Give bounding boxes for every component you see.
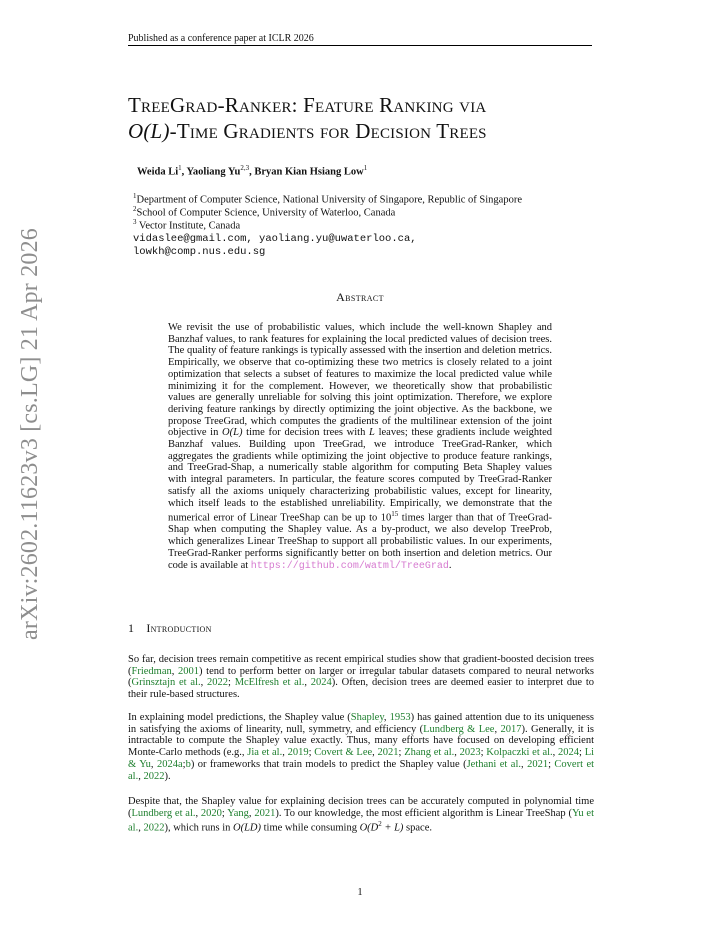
affiliation-2-text: School of Computer Science, University of Waterloo, Canada <box>136 207 396 219</box>
para-text: ). Generally, it is intractable to compute the Shapley value exactly. Thus, many efforts have focused on developing efficient Monte-Carlo methods (e.g., <box>128 723 594 759</box>
para-text: , <box>138 822 144 834</box>
author-1: Weida Li <box>137 166 179 178</box>
para-text: ). <box>164 770 171 782</box>
para-text: , <box>150 758 157 770</box>
citation-link[interactable]: 2022 <box>206 677 228 689</box>
citation-link[interactable]: 2024a <box>156 758 183 770</box>
email-line-1: vidaslee@gmail.com, yaoliang.yu@uwaterloo.ca, <box>133 233 417 245</box>
abstract-body <box>168 322 552 572</box>
citation-link[interactable]: Zhang et al. <box>404 747 455 759</box>
intro-paragraph-2 <box>128 712 594 782</box>
citation-link[interactable]: Grinsztajn et al. <box>131 677 201 689</box>
title-line-1: TreeGrad-Ranker: Feature Ranking via <box>128 93 487 117</box>
header-rule <box>128 45 592 46</box>
citation-link[interactable]: Li & Yu <box>128 747 595 770</box>
citation-link[interactable]: Lundberg & Lee <box>423 723 495 735</box>
citation-link[interactable]: Kolpaczki et al. <box>486 747 553 759</box>
para-text: ; <box>308 747 315 759</box>
arxiv-side-identifier: arXiv:2602.11623v3 [cs.LG] 21 Apr 2026 <box>17 228 43 640</box>
abstract-math: L <box>369 427 375 439</box>
para-text: Despite that, the Shapley value for explaining decision trees can be accurately computed in polynomial time ( <box>128 796 594 819</box>
author-1-sup: 1 <box>178 164 182 172</box>
citation-link[interactable]: 2001 <box>178 665 200 677</box>
abstract-text: leaves; these gradients include weighted Banzhaf values. Building upon TreeGrad, we introduce TreeGrad-Ranker, which aggregates the gradients while optimizing the joint objective to produce feature rankings, and TreeGrad-Shap, a numerically stable algorithm for computing Beta Shapley values with integral parameters. In particular, the feature scores computed by TreeGrad-Ranker satisfy all the axioms uniquely characterizing probabilistic values, except for linearity, which itself leads to the established unreliability. Empirically, we demonstrate that the numerical error of Linear TreeShap can be up to <box>168 427 552 524</box>
para-text: ; <box>182 758 186 770</box>
para-text: , <box>520 758 528 770</box>
citation-link[interactable]: Jethani et al. <box>466 758 521 770</box>
para-text: , <box>195 807 201 819</box>
citation-link[interactable]: b <box>185 758 191 770</box>
para-text: , <box>304 677 311 689</box>
inline-math-sup: 2 <box>378 820 382 829</box>
citation-link[interactable]: Lundberg et al. <box>131 807 196 819</box>
citation-link[interactable]: 2021 <box>377 747 399 759</box>
citation-link[interactable]: 2024 <box>310 677 332 689</box>
para-text: ). Often, decision trees are deemed easier to interpret due to their rule-based structures. <box>128 677 594 701</box>
affiliation-3 <box>133 218 240 232</box>
author-list: Weida Li$^1$, Yaoliang Yu$^{2,3}$, Bryan Kian Hsiang Low$^1$ <box>137 164 368 178</box>
abstract-text: time for decision trees with <box>242 427 370 439</box>
citation-link[interactable]: Covert et al. <box>128 758 595 782</box>
para-text: So far, decision trees remain competitive as recent empirical studies show that gradient-boosted decision trees ( <box>128 654 594 677</box>
affiliation-1-text: Department of Computer Science, National University of Singapore, Republic of Singapore <box>136 194 522 206</box>
para-text: ) has gained attention due to its uniqueness in satisfying the axioms of linearity, null, symmetry, and efficiency ( <box>128 712 595 735</box>
intro-paragraph-1 <box>128 654 594 701</box>
abstract-math-exp: 15 <box>391 510 399 519</box>
para-text: ; <box>579 747 585 759</box>
para-text: space. <box>403 822 432 834</box>
abstract-math: O(L) <box>222 427 243 439</box>
para-text: , <box>494 723 501 735</box>
citation-link[interactable]: McElfresh et al. <box>234 677 305 689</box>
page-number: 1 <box>357 887 363 898</box>
para-text: ) tend to perform better on larger or irregular tabular datasets compared to neural networks ( <box>128 665 594 689</box>
para-text: ; <box>548 758 555 770</box>
para-text: ; <box>227 677 235 689</box>
abstract-text: times larger than that of TreeGrad-Shap when computing the Shapley value. As a by-product, we also develop TreeProb, which generalizes Linear TreeShap to support all probabilistic values. In our experiments, TreeGrad-Ranker performs significantly better on both insertion and deletion metrics. Our code is available at <box>168 512 552 571</box>
affiliation-1 <box>133 192 522 206</box>
affiliation-2-sup: 2 <box>133 205 137 213</box>
para-text: , <box>454 747 460 759</box>
section-heading <box>128 621 212 636</box>
citation-link[interactable]: 2017 <box>500 723 522 735</box>
para-text: , <box>372 747 378 759</box>
affiliation-3-text: Vector Institute, Canada <box>136 220 241 232</box>
para-text: , <box>552 747 559 759</box>
author-2: Yaoliang Yu <box>186 166 241 178</box>
author-3: Bryan Kian Hsiang Low <box>254 166 364 178</box>
para-text: ; <box>221 807 228 819</box>
affiliation-1-sup: 1 <box>133 192 137 200</box>
abstract-math: 10 <box>380 512 392 524</box>
citation-link[interactable]: 2021 <box>527 758 549 770</box>
para-text: ; <box>480 747 487 759</box>
section-number: 1 <box>128 621 135 635</box>
para-text: , <box>138 770 144 782</box>
citation-link[interactable]: 2020 <box>200 807 222 819</box>
section-title: Introduction <box>146 621 212 635</box>
citation-link[interactable]: 2023 <box>459 747 481 759</box>
citation-link[interactable]: Yu et al. <box>128 807 595 834</box>
para-text: ). To our knowledge, the most efficient algorithm is Linear TreeShap ( <box>275 807 572 819</box>
para-text: , <box>282 747 288 759</box>
citation-link[interactable]: 2021 <box>254 807 276 819</box>
citation-link[interactable]: 2019 <box>287 747 309 759</box>
abstract-text: . <box>448 559 452 571</box>
para-text: time while consuming <box>261 822 360 834</box>
citation-link[interactable]: Jia et al. <box>247 747 283 759</box>
affiliation-3-sup: 3 <box>133 218 137 226</box>
paper-title <box>128 92 598 144</box>
citation-link[interactable]: 2022 <box>143 770 165 782</box>
citation-link[interactable]: 2022 <box>143 822 165 834</box>
citation-link[interactable]: Shapley <box>350 712 384 723</box>
para-text: , <box>383 712 390 723</box>
citation-link[interactable]: Friedman <box>131 665 172 677</box>
para-text: In explaining model predictions, the Shapley value ( <box>128 712 351 723</box>
para-text: , <box>200 677 207 689</box>
abstract-heading: Abstract <box>336 290 384 304</box>
para-text: , <box>248 807 255 819</box>
affiliation-2 <box>133 205 395 219</box>
inline-math: O(D <box>359 822 379 834</box>
para-text: , <box>171 665 179 677</box>
code-url-link[interactable]: https://github.com/watml/TreeGrad <box>250 560 449 572</box>
para-text: ; <box>398 747 405 759</box>
email-line-2: lowkh@comp.nus.edu.sg <box>133 246 266 258</box>
intro-paragraph-3 <box>128 796 594 835</box>
title-line-2-rest: -Time Gradients for Decision Trees <box>169 119 487 143</box>
author-3-sup: 1 <box>363 164 368 172</box>
title-math: O(L) <box>128 119 170 143</box>
abstract-text: We revisit the use of probabilistic values, which include the well-known Shapley and Banzhaf values, to rank features for explaining the local predicted values of decision trees. The quality of feature rankings is typically assessed with the insertion and deletion metrics. Empirically, we observe that co-optimizing these two metrics is closely related to a joint optimization that selects a subset of features to maximize the local predicted value while minimizing it for the complement. However, we theoretically show that probabilistic values are generally unreliable for solving this joint optimization. Therefore, we explore deriving feature rankings by directly optimizing the joint objective. As the backbone, we propose TreeGrad, which computes the gradients of the multilinear extension of the joint objective in <box>168 322 552 439</box>
citation-link[interactable]: 2024 <box>558 747 580 759</box>
citation-link[interactable]: Covert & Lee <box>314 747 373 759</box>
inline-math: O(LD) <box>233 822 261 834</box>
para-text: ) or frameworks that train models to predict the Shapley value ( <box>190 758 467 770</box>
inline-math: + L) <box>381 822 404 834</box>
running-header: Published as a conference paper at ICLR 2026 <box>128 33 314 44</box>
title-line-2 <box>128 118 598 144</box>
citation-link[interactable]: 1953 <box>389 712 411 723</box>
author-2-sup: 2,3 <box>240 164 250 172</box>
citation-link[interactable]: Yang <box>227 807 249 819</box>
para-text: ), which runs in <box>164 822 233 834</box>
